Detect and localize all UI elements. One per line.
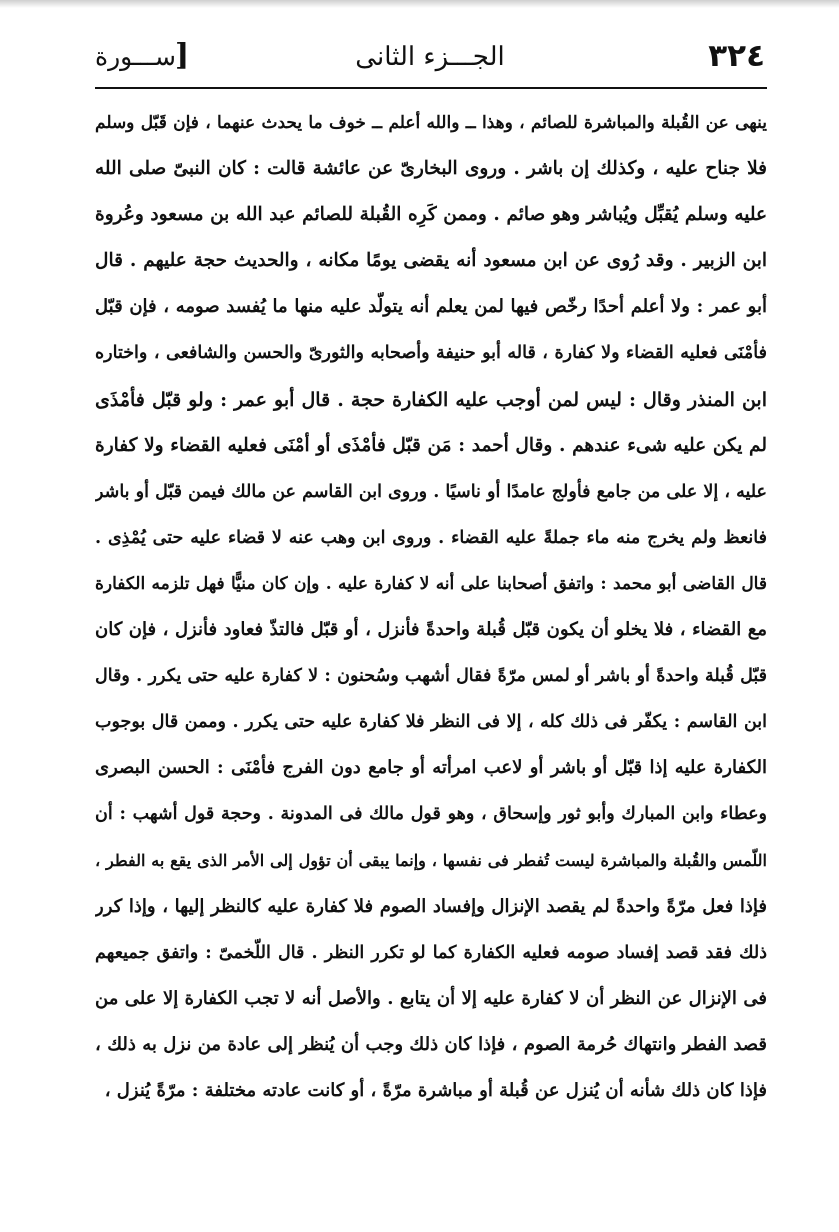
text-line: عليه ، إلا على من جامع فأولج عامدًا أو ناسيًا . وروى ابن القاسم عن مالك فيمن قبّل أو باشر: [95, 481, 767, 502]
text-line: فأمْنَى فعليه القضاء ولا كفارة ، قاله أبو حنيفة وأصحابه والثورىّ والحسن والشافعى ، واختاره: [95, 343, 767, 364]
text-line: فانعظ ولم يخرج منه ماء جملةً عليه القضاء . وروى ابن وهب عنه لا قضاء عليه حتى يُمْذِى .: [95, 527, 767, 548]
text-line: مع القضاء ، فلا يخلو أن يكون قبّل قُبلة واحدةً فأنزل ، أو قبّل فالتذّ فعاود فأنزل ، فإن كان: [95, 619, 767, 641]
text-line: أبو عمر : ولا أعلم أحدًا رخّص فيها لمن يعلم أنه يتولّد عليه منها ما يُفسد صومه ، فإن قبّل: [95, 296, 767, 318]
surah-label: ســـورة: [95, 42, 177, 71]
text-line: فإذا فعل مرّةً واحدةً لم يقصد الإنزال وإفساد الصوم فلا كفارة عليه كالنظر إليها ، وإذا كرر: [95, 895, 767, 917]
text-line: عليه وسلم يُقبِّل ويُباشر وهو صائم . وممن كَرِه القُبلة للصائم عبد الله بن مسعود وعُروة: [95, 204, 767, 226]
text-line: فلا جناح عليه ، وكذلك إن باشر . وروى البخارىّ عن عائشة قالت : كان النبىّ صلى الله: [95, 158, 767, 180]
text-line: الكفارة عليه إذا قبّل أو باشر أو لاعب امرأته أو جامع دون الفرج فأمْنَى : الحسن البصرى: [95, 757, 767, 779]
page-top-edge: [0, 0, 839, 8]
text-line: اللّمس والقُبلة والمباشرة ليست تُفطر فى نفسها ، وإنما يبقى أن تؤول إلى الأمر الذى يقع به الفطر ،: [95, 850, 767, 870]
running-title: الجـــزء الثانى: [355, 42, 505, 72]
text-line: فى الإنزال عن النظر أن لا كفارة عليه إلا أن يتابع . والأصل أنه لا تجب الكفارة إلا على من: [95, 987, 767, 1009]
page-header: [95, 38, 765, 88]
page-number: ٣٢٤: [708, 38, 765, 74]
text-line: ابن القاسم : يكفّر فى ذلك كله ، إلا فى النظر فلا كفارة عليه حتى يكرر . وممن قال بوجوب: [95, 712, 767, 733]
text-line: ابن الزبير . وقد رُوى عن ابن مسعود أنه يقضى يومًا مكانه ، والحديث حجة عليهم . قال: [95, 250, 767, 272]
text-line: قصد الفطر وانتهاك حُرمة الصوم ، فإذا كان ذلك وجب أن يُنظر إلى عادة من نزل به ذلك ،: [95, 1033, 767, 1055]
header-bracket: [: [175, 38, 190, 73]
text-line: ابن المنذر وقال : ليس لمن أوجب عليه الكفارة حجة . قال أبو عمر : ولو قبّل فأمْذَى: [95, 388, 767, 411]
text-line: قبّل قُبلة واحدةً أو باشر أو لمس مرّةً فقال أشهب وسُحنون : لا كفارة عليه حتى يكرر . وقال: [95, 666, 767, 687]
text-line: فإذا كان ذلك شأنه أن يُنزل عن قُبلة أو مباشرة مرّةً ، أو كانت عادته مختلفة : مرّةً يُنزل ،: [104, 1079, 767, 1101]
text-line: لم يكن عليه شىء عندهم . وقال أحمد : مَن قبّل فأمْذَى أو أمْنَى فعليه القضاء ولا كفارة: [95, 434, 767, 456]
body-text: [95, 100, 767, 1114]
text-line: ينهى عن القُبلة والمباشرة للصائم ، وهذا ــ والله أعلم ــ خوف ما يحدث عنهما ، فإن قَبّل وسلم: [95, 113, 767, 133]
header-rule: [95, 87, 767, 89]
text-line: قال القاضى أبو محمد : واتفق أصحابنا على أنه لا كفارة عليه . وإن كان منيًّا فهل تلزمه الكفارة: [95, 573, 767, 594]
text-line: وعطاء وابن المبارك وأبو ثور وإسحاق ، وهو قول مالك فى المدونة . وحجة قول أشهب : أن: [95, 804, 767, 825]
text-line: ذلك فقد قصد إفساد صومه فعليه الكفارة كما لو تكرر النظر . قال اللّخمىّ : واتفق جميعهم: [95, 942, 767, 963]
